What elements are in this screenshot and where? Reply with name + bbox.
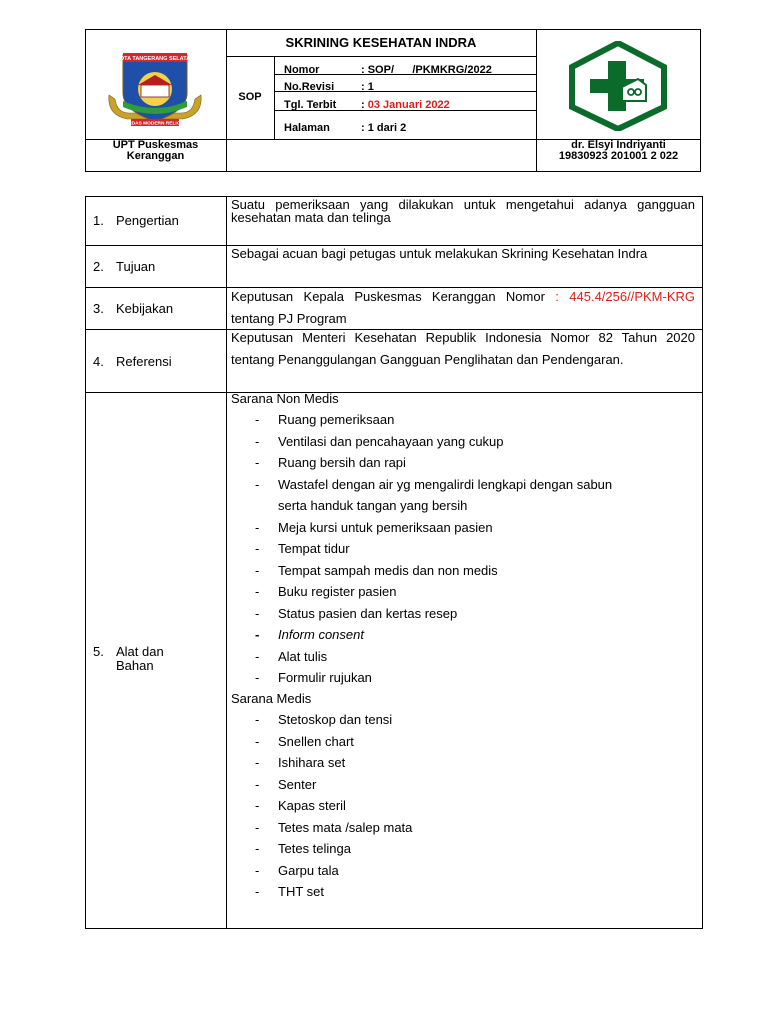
header-divider bbox=[274, 56, 275, 139]
signer-block bbox=[536, 140, 701, 162]
sop-body-table: 1. Pengertian Suatu pemeriksaan yang dilakukan untuk mengetahui adanya gangguan kesehatan mata dan telinga 2. Tujuan Sebagai acuan bagi petugas untuk melakukan Skrining Kesehatan Indra 3. Kebijakan Keputusan Kepala Puskesmas Keranggan Nomor : 445.4/256//PKM-KRG tentang PJ Program 4. Referensi Keputusan Menteri Kesehatan Republik Indonesia Nomor 82 Tahun 2020 tentang Penanggulangan Gangguan Penglihatan dan Pendengaran. 5. Alat dan Bahan Sarana Non Medis - Ruang pemeriksaan - Ventilasi dan pencahayaan yang cukup - Ruang bersih dan rapi - Wastafel dengan air yg mengalirdi lengkapi dengan sabun serta handuk tangan yang bersih - Meja kursi untuk pemeriksaan pasien - Tempat tidur - Tempat sampah medis dan non medis - Buku register pasien - Status pasien dan kertas resep - Inform consent - Alat tulis - Formulir rujukan Sarana Medis - Stetoskop dan tensi - Snellen chart - Ishihara set - Senter - Kapas steril - Tetes mata /salep mata - Tetes telinga - Garpu tala - THT set bbox=[85, 196, 703, 929]
meta-revisi-label: No.Revisi bbox=[284, 81, 335, 93]
meta-revisi-value: : 1 bbox=[361, 81, 374, 93]
body-divider bbox=[85, 392, 703, 393]
meta-terbit-value: : 03 Januari 2022 bbox=[361, 99, 450, 111]
emblem-bottom-text: CERDAS MODERN RELIGIUS bbox=[121, 121, 189, 127]
section-tujuan-text: Sebagai acuan bagi petugas untuk melakukan Skrining Kesehatan Indra bbox=[231, 246, 648, 261]
sop-header-table bbox=[85, 29, 701, 172]
section-kebijakan-text: Keputusan Kepala Puskesmas Keranggan Nomor : 445.4/256//PKM-KRG tentang PJ Program bbox=[231, 289, 696, 326]
section-referensi-text: Keputusan Menteri Kesehatan Republik Indonesia Nomor 82 Tahun 2020 tentang Penanggulangan Gangguan Penglihatan dan Pendengaran. bbox=[231, 330, 695, 367]
body-divider bbox=[226, 196, 227, 929]
meta-nomor-value: : SOP/ /PKMKRG/2022 bbox=[361, 64, 492, 76]
non-medis-title: Sarana Non Medis bbox=[231, 391, 339, 406]
signer-nip: 19830923 201001 2 022 bbox=[558, 150, 679, 162]
medis-title: Sarana Medis bbox=[231, 691, 312, 706]
document-title: SKRINING KESEHATAN INDRA bbox=[285, 35, 477, 50]
city-emblem-logo bbox=[105, 49, 205, 129]
sop-label: SOP bbox=[238, 91, 262, 103]
meta-nomor-label: Nomor bbox=[284, 64, 320, 76]
signer-name: dr. Elsyi Indriyanti bbox=[571, 139, 666, 151]
header-divider bbox=[226, 56, 536, 57]
org-name: UPT Puskesmas Keranggan bbox=[112, 139, 199, 162]
meta-halaman-value: : 1 dari 2 bbox=[361, 122, 407, 134]
puskesmas-logo bbox=[568, 41, 668, 131]
meta-halaman-label: Halaman bbox=[284, 122, 330, 134]
emblem-top-text: KOTA TANGERANG SELATAN bbox=[115, 56, 195, 62]
section-pengertian-text: Suatu pemeriksaan yang dilakukan untuk mengetahui adanya gangguan kesehatan mata dan telinga bbox=[231, 197, 695, 225]
meta-terbit-label: Tgl. Terbit bbox=[284, 99, 337, 111]
